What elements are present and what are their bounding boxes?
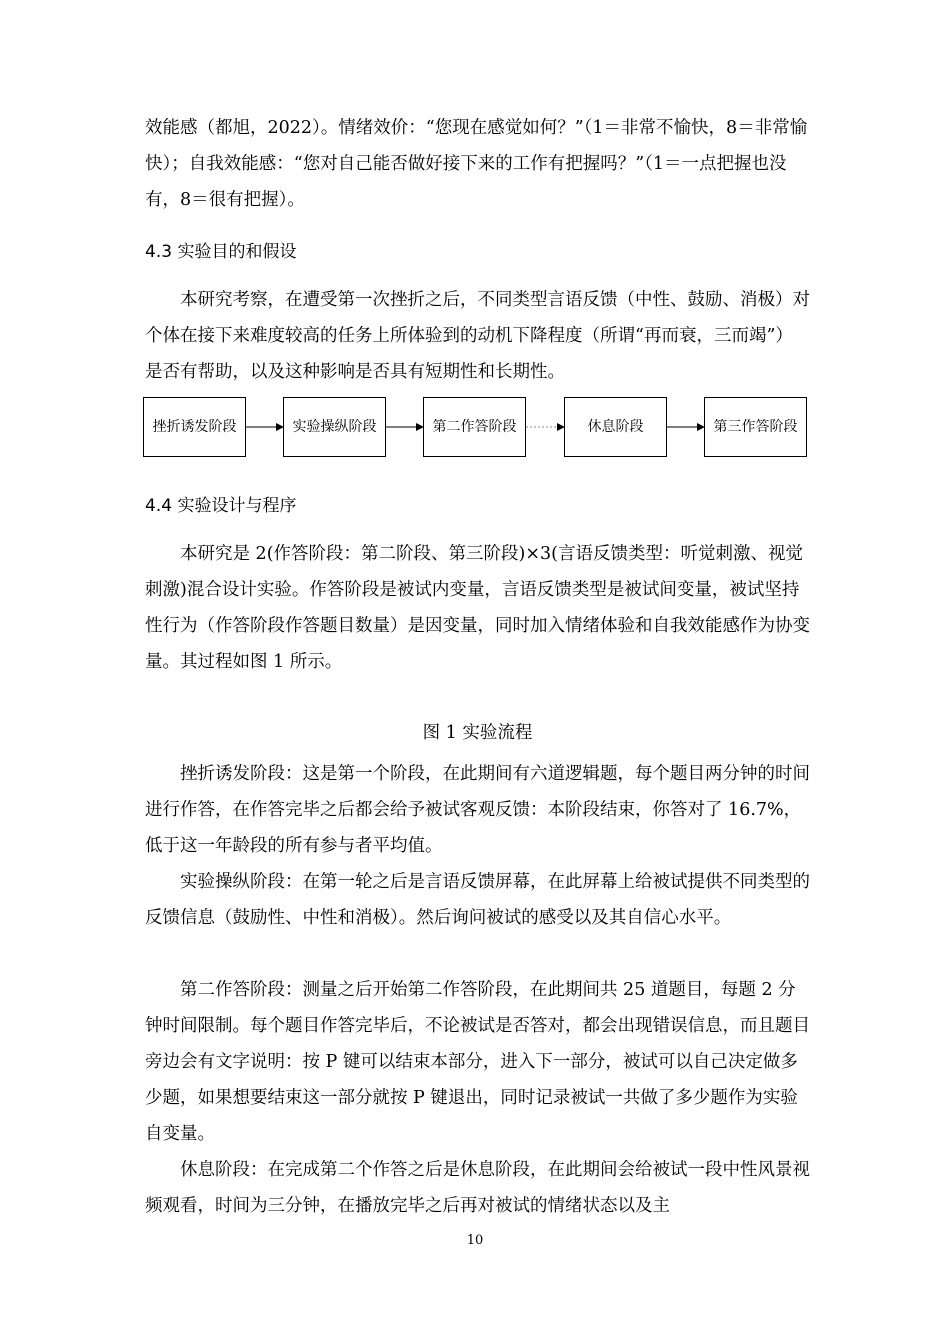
paragraph-design: 本研究是 2(作答阶段：第二阶段、第三阶段)×3(言语反馈类型：听觉刺激、视觉刺激)混合设计实验。作答阶段是被试内变量，言语反馈类型是被试间变量，被试坚持性行为（作答阶段作答题目数量）是因变量，同时加入情绪体验和自我效能感作为协变量。其过程如图 1 所示。 (145, 544, 810, 672)
section-heading-4-4: 4.4 实验设计与程序 (145, 496, 297, 516)
flow-box-frustration: 挫折诱发阶段 (143, 397, 246, 457)
figure-caption: 图 1 实验流程 (422, 723, 533, 743)
paragraph-self-efficacy-measure: 效能感（都旭，2022）。情绪效价：“您现在感觉如何？”（1＝非常不愉快，8＝非常愉快）；自我效能感：“您对自己能否做好接下来的工作有把握吗？”（1＝一点把握也没有，8＝很有把握）。 (145, 118, 808, 210)
flow-box-second-answer: 第二作答阶段 (423, 397, 526, 457)
paragraph-rest-stage: 休息阶段：在完成第二个作答之后是休息阶段，在此期间会给被试一段中性风景视频观看，时间为三分钟，在播放完毕之后再对被试的情绪状态以及主 (145, 1160, 810, 1216)
flow-box-third-answer: 第三作答阶段 (704, 397, 807, 457)
flow-box-manipulation: 实验操纵阶段 (283, 397, 386, 457)
paragraph-frustration-stage: 挫折诱发阶段：这是第一个阶段，在此期间有六道逻辑题，每个题目两分钟的时间进行作答，在作答完毕之后都会给予被试客观反馈：本阶段结束，你答对了 16.7%，低于这一年龄段的所有参与者平均值。 (145, 764, 810, 856)
flow-box-rest: 休息阶段 (564, 397, 667, 457)
paragraph-purpose: 本研究考察，在遭受第一次挫折之后，不同类型言语反馈（中性、鼓励、消极）对个体在接下来难度较高的任务上所体验到的动机下降程度（所谓“再而衰，三而竭”）是否有帮助，以及这种影响是否具有短期性和长期性。 (145, 290, 810, 382)
paragraph-second-stage: 第二作答阶段：测量之后开始第二作答阶段，在此期间共 25 道题目，每题 2 分钟时间限制。每个题目作答完毕后，不论被试是否答对，都会出现错误信息，而且题目旁边会有文字说明：按 P 键可以结束本部分，进入下一部分，被试可以自己决定做多少题，如果想要结束这一部分就按 P 键退出，同时记录被试一共做了多少题作为实验自变量。 (145, 980, 810, 1144)
page-number: 10 (466, 1233, 484, 1248)
paragraph-manipulation-stage: 实验操纵阶段：在第一轮之后是言语反馈屏幕，在此屏幕上给被试提供不同类型的反馈信息（鼓励性、中性和消极）。然后询问被试的感受以及其自信心水平。 (145, 872, 810, 928)
section-heading-4-3: 4.3 实验目的和假设 (145, 242, 297, 262)
